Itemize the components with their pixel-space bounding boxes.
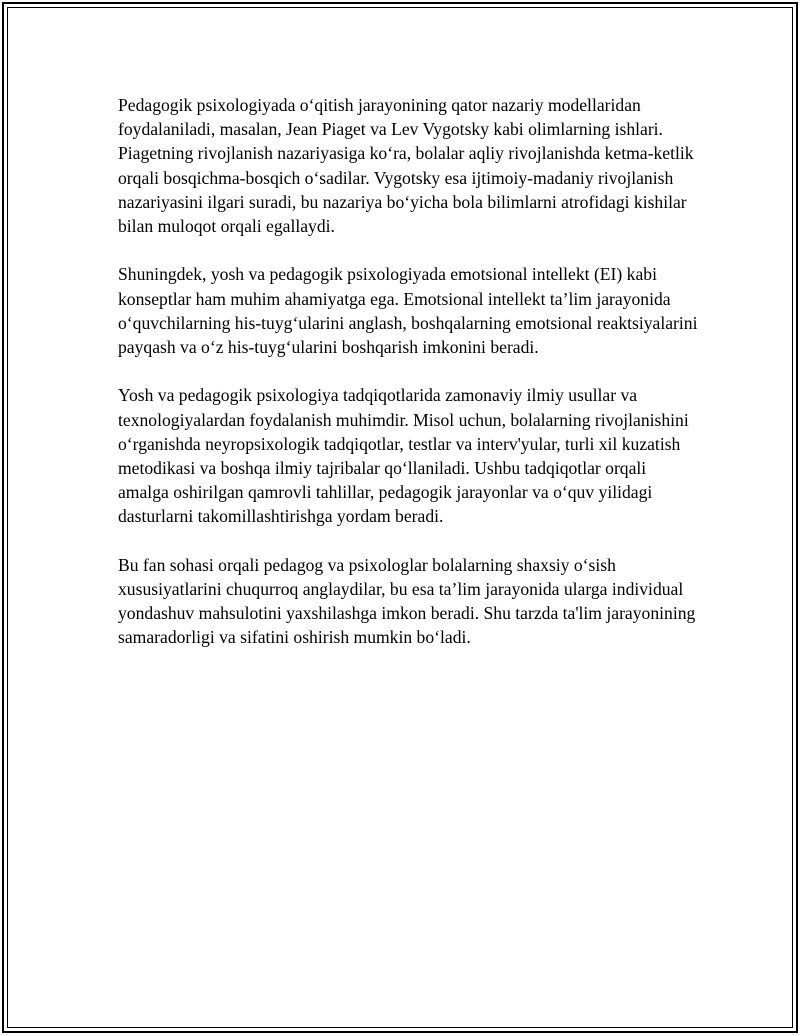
- paragraph-2: Shuningdek, yosh va pedagogik psixologiyada emotsional intellekt (EI) kabi konseptlar ham muhim ahamiyatga ega. Emotsional intellekt ta’lim jarayonida o‘quvchilarning his-tuyg‘ularini anglash, boshqalarning emotsional reaktsiyalarini payqash va o‘z his-tuyg‘ularini boshqarish imkonini beradi.: [118, 264, 698, 358]
- paragraph-1: Pedagogik psixologiyada o‘qitish jarayonining qator nazariy modellaridan foydalaniladi, masalan, Jean Piaget va Lev Vygotsky kabi olimlarning ishlari. Piagetning rivojlanish nazariyasiga ko‘ra, bolalar aqliy rivojlanishda ketma-ketlik orqali bosqichma-bosqich o‘sadilar. Vygotsky esa ijtimoiy-madaniy rivojlanish nazariyasini ilgari suradi, bu nazariya bo‘yicha bola bilimlarni atrofidagi kishilar bilan muloqot orqali egallaydi.: [118, 95, 694, 237]
- document-body: [118, 93, 698, 674]
- paragraph-3: Yosh va pedagogik psixologiya tadqiqotlarida zamonaviy ilmiy usullar va texnologiyalardan foydalanish muhimdir. Misol uchun, bolalarning rivojlanishini o‘rganishda neyropsixologik tadqiqotlar, testlar va interv'yular, turli xil kuzatish metodikasi va boshqa ilmiy tajribalar qo‘llaniladi. Ushbu tadqiqotlar orqali amalga oshirilgan qamrovli tahlillar, pedagogik jarayonlar va o‘quv yilidagi dasturlarni takomillashtirishga yordam beradi.: [118, 385, 689, 527]
- paragraph-4: Bu fan sohasi orqali pedagog va psixologlar bolalarning shaxsiy o‘sish xususiyatlarini chuqurroq anglaydilar, bu esa ta’lim jarayonida ularga individual yondashuv mahsulotini yaxshilashga imkon beradi. Shu tarzda ta'lim jarayonining samaradorligi va sifatini oshirish mumkin bo‘ladi.: [118, 554, 696, 648]
